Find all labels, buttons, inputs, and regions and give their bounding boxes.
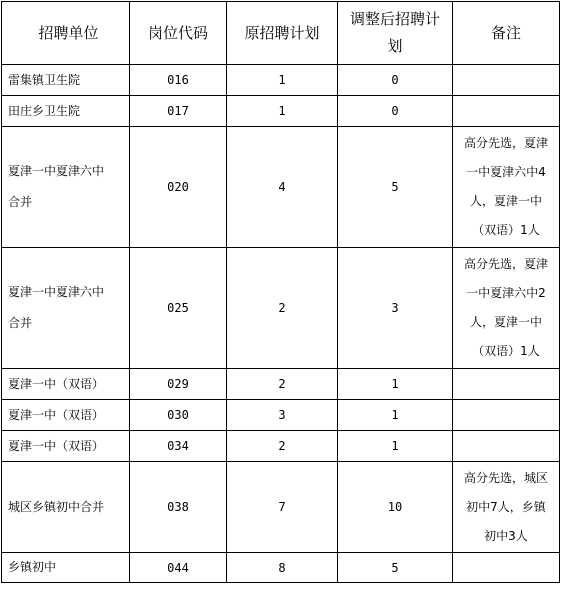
cell-code: 030 xyxy=(130,400,227,431)
table-row xyxy=(2,369,560,400)
cell-unit xyxy=(2,553,130,583)
cell-remarks xyxy=(453,248,560,369)
table-row xyxy=(2,462,560,553)
table-row xyxy=(2,96,560,127)
unit-line: 雷集镇卫生院 xyxy=(8,72,81,87)
cell-adjusted-plan: 1 xyxy=(338,369,453,400)
header-adjusted-plan xyxy=(338,2,453,65)
remarks-line: 初中3人 xyxy=(484,528,528,543)
cell-code: 034 xyxy=(130,431,227,462)
cell-adjusted-plan: 0 xyxy=(338,96,453,127)
cell-code: 020 xyxy=(130,127,227,248)
remarks-line: 人，夏津一中 xyxy=(469,194,542,208)
cell-code: 029 xyxy=(130,369,227,400)
table-row xyxy=(2,431,560,462)
remarks-line: 高分先选，夏津 xyxy=(463,257,548,271)
cell-unit xyxy=(2,127,130,248)
unit-line: 合并 xyxy=(8,316,33,330)
unit-line: 乡镇初中 xyxy=(8,560,57,574)
cell-code: 017 xyxy=(130,96,227,127)
unit-line: 夏津一中（双语） xyxy=(8,438,105,453)
table-row xyxy=(2,65,560,96)
cell-unit xyxy=(2,400,130,431)
cell-adjusted-plan: 1 xyxy=(338,431,453,462)
cell-remarks xyxy=(453,96,560,127)
cell-original-plan: 2 xyxy=(227,248,338,369)
cell-unit xyxy=(2,369,130,400)
cell-remarks xyxy=(453,65,560,96)
cell-unit xyxy=(2,431,130,462)
remarks-line: （双语）1人 xyxy=(472,223,540,237)
cell-unit xyxy=(2,248,130,369)
remarks-line: 一中夏津六中2 xyxy=(466,286,546,300)
table-header-row xyxy=(2,2,560,65)
cell-adjusted-plan: 3 xyxy=(338,248,453,369)
cell-adjusted-plan: 0 xyxy=(338,65,453,96)
cell-original-plan: 7 xyxy=(227,462,338,553)
cell-adjusted-plan: 5 xyxy=(338,553,453,583)
cell-unit xyxy=(2,462,130,553)
remarks-line: 高分先选，城区 xyxy=(463,470,548,485)
cell-adjusted-plan: 1 xyxy=(338,400,453,431)
cell-original-plan: 8 xyxy=(227,553,338,583)
unit-line: 夏津一中（双语） xyxy=(8,376,105,391)
recruitment-adjustment-table xyxy=(1,1,560,583)
unit-line: 合并 xyxy=(8,195,33,209)
table-row xyxy=(2,248,560,369)
cell-original-plan: 4 xyxy=(227,127,338,248)
remarks-line: （双语）1人 xyxy=(472,344,540,358)
cell-adjusted-plan: 5 xyxy=(338,127,453,248)
remarks-line: 高分先选，夏津 xyxy=(463,136,548,150)
unit-line: 夏津一中（双语） xyxy=(8,407,105,422)
table-row xyxy=(2,127,560,248)
cell-remarks xyxy=(453,431,560,462)
cell-original-plan: 1 xyxy=(227,96,338,127)
cell-remarks xyxy=(453,553,560,583)
unit-line: 城区乡镇初中合并 xyxy=(8,499,105,514)
cell-remarks xyxy=(453,462,560,553)
cell-remarks xyxy=(453,127,560,248)
unit-line: 夏津一中夏津六中 xyxy=(8,164,105,178)
cell-adjusted-plan: 10 xyxy=(338,462,453,553)
header-adjusted-line-1: 调整后招聘计 xyxy=(349,10,440,28)
cell-code: 044 xyxy=(130,553,227,583)
remarks-line: 初中7人，乡镇 xyxy=(466,499,546,514)
header-unit: 招聘单位 xyxy=(2,2,130,65)
table-row xyxy=(2,553,560,583)
cell-remarks xyxy=(453,400,560,431)
cell-remarks xyxy=(453,369,560,400)
cell-unit xyxy=(2,96,130,127)
cell-code: 025 xyxy=(130,248,227,369)
header-remarks: 备注 xyxy=(453,2,560,65)
cell-original-plan: 3 xyxy=(227,400,338,431)
unit-line: 夏津一中夏津六中 xyxy=(8,285,105,299)
table-row xyxy=(2,400,560,431)
header-code: 岗位代码 xyxy=(130,2,227,65)
remarks-line: 人，夏津一中 xyxy=(469,315,542,329)
cell-code: 038 xyxy=(130,462,227,553)
cell-original-plan: 2 xyxy=(227,431,338,462)
cell-original-plan: 1 xyxy=(227,65,338,96)
header-adjusted-line-2: 划 xyxy=(387,37,403,55)
cell-code: 016 xyxy=(130,65,227,96)
remarks-line: 一中夏津六中4 xyxy=(466,165,546,179)
cell-unit xyxy=(2,65,130,96)
unit-line: 田庄乡卫生院 xyxy=(8,103,81,118)
header-original-plan: 原招聘计划 xyxy=(227,2,338,65)
cell-original-plan: 2 xyxy=(227,369,338,400)
